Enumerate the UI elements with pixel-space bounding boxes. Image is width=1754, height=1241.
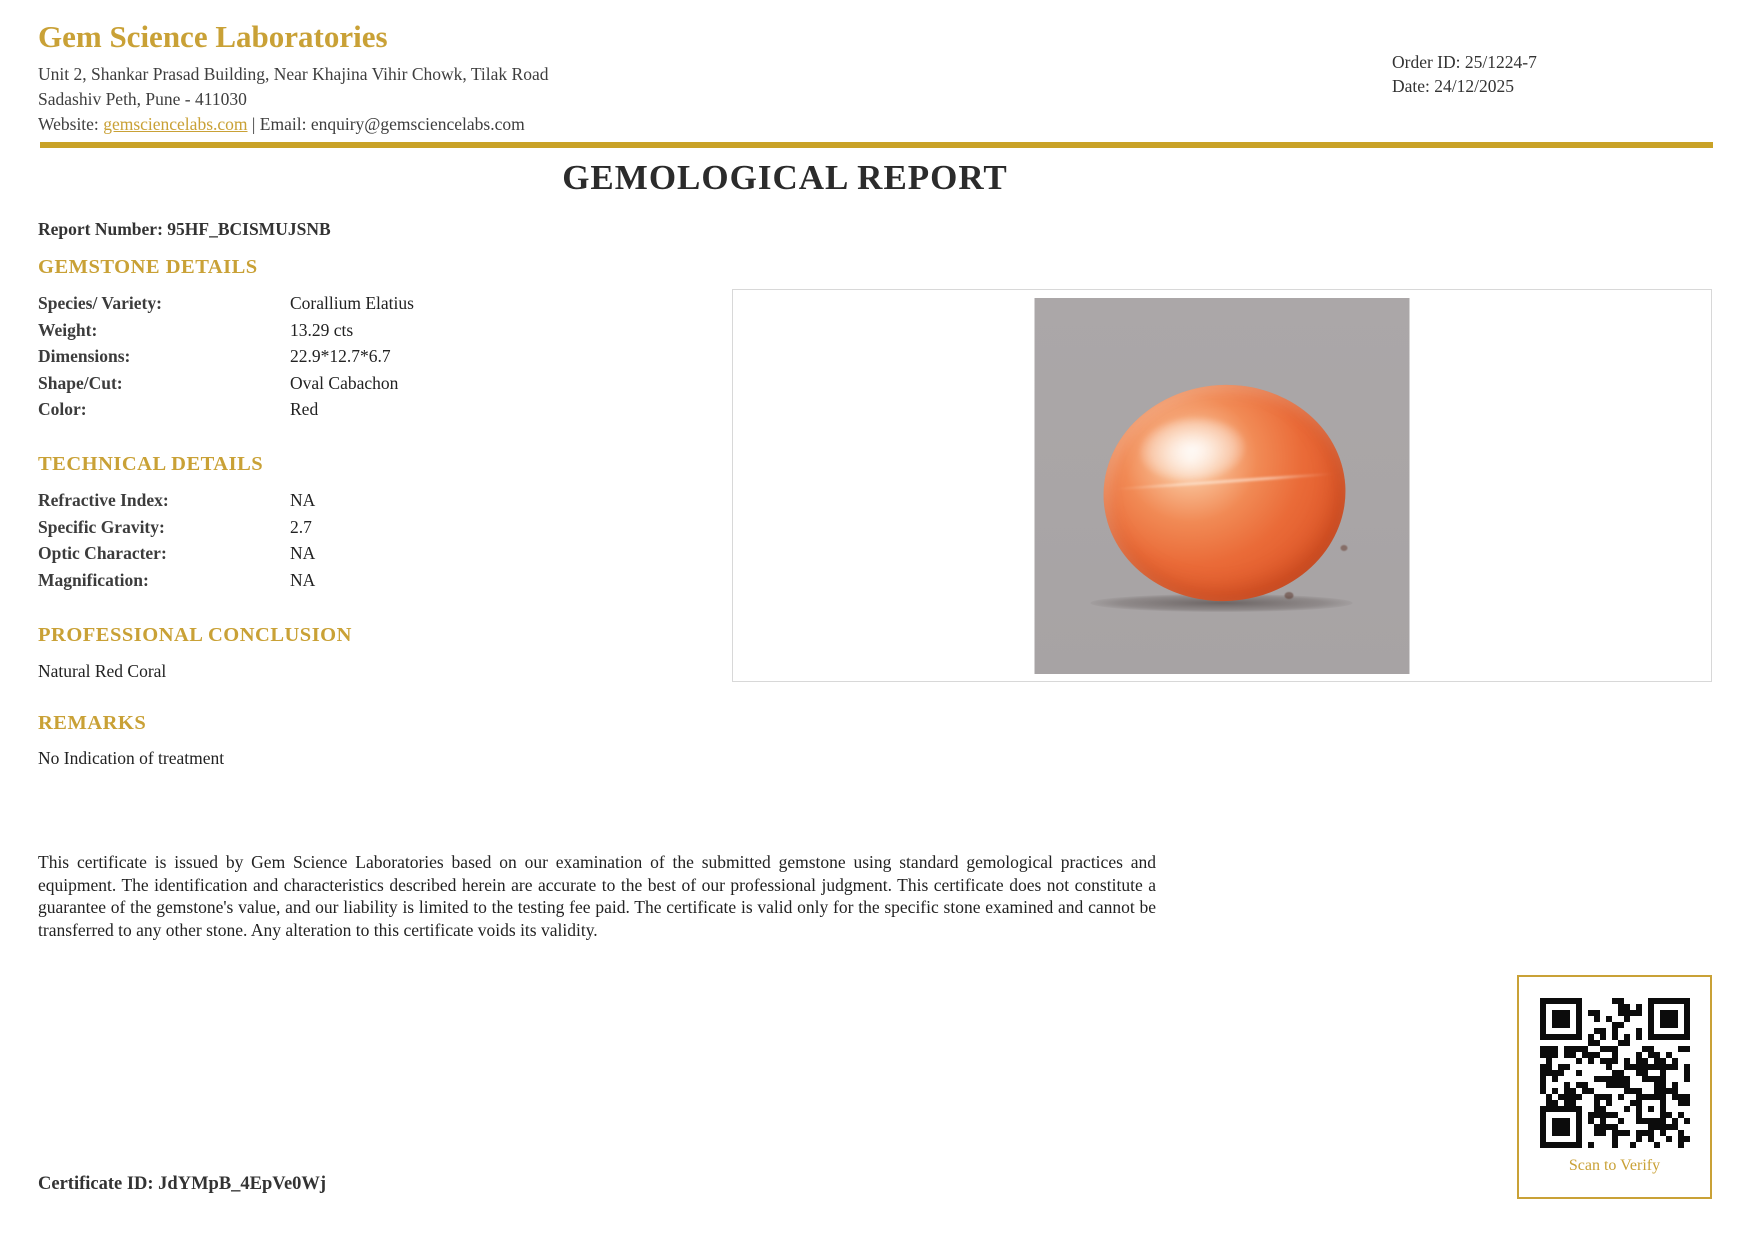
contact-line (38, 112, 548, 137)
header (38, 20, 548, 137)
row-value: 13.29 cts (290, 319, 354, 340)
page-title: GEMOLOGICAL REPORT (562, 158, 1008, 197)
row-label: Shape/Cut: (38, 372, 123, 393)
technical-details-heading: TECHNICAL DETAILS (38, 453, 264, 475)
email-value: enquiry@gemsciencelabs.com (310, 114, 525, 134)
row-label: Specific Gravity: (38, 516, 165, 537)
row-value: 22.9*12.7*6.7 (290, 346, 391, 366)
gem-reflection-band (1113, 472, 1335, 491)
gemstone-details-heading: GEMSTONE DETAILS (38, 256, 258, 278)
row-label: Species/ Variety: (38, 293, 162, 313)
row-value: Oval Cabachon (290, 372, 399, 393)
table-row (38, 517, 315, 544)
gemstone-details-table (38, 293, 414, 426)
table-row (38, 490, 315, 517)
website-label: Website: (38, 114, 99, 134)
row-value: NA (290, 543, 316, 563)
table-row (38, 346, 414, 373)
report-date: Date: 24/12/2025 (1392, 76, 1514, 96)
gemstone-photo (1035, 298, 1410, 674)
table-row (38, 373, 414, 400)
row-label: Dimensions: (38, 346, 131, 366)
row-label: Refractive Index: (38, 490, 169, 510)
professional-conclusion-heading: PROFESSIONAL CONCLUSION (38, 624, 352, 646)
table-row (38, 320, 414, 347)
qr-code (1540, 998, 1690, 1148)
technical-details-table (38, 490, 315, 596)
address-line-2: Sadashiv Peth, Pune - 411030 (38, 89, 247, 109)
qr-verify-box (1517, 975, 1712, 1199)
table-row (38, 570, 315, 597)
table-row (38, 399, 414, 426)
email-label: Email: (259, 114, 307, 134)
gem-image (1096, 377, 1352, 609)
website-link[interactable]: gemsciencelabs.com (103, 114, 248, 134)
gem-highlight (1137, 414, 1248, 486)
row-value: Red (290, 399, 319, 419)
row-value: NA (290, 490, 316, 510)
professional-conclusion-text: Natural Red Coral (38, 661, 167, 681)
address-line-1: Unit 2, Shankar Prasad Building, Near Khajina Vihir Chowk, Tilak Road (38, 64, 549, 84)
row-label: Optic Character: (38, 543, 167, 563)
contact-divider: | (251, 114, 256, 134)
gem-inclusion-spot (1285, 592, 1294, 599)
gem-inclusion-spot (1341, 545, 1348, 551)
lab-name: Gem Science Laboratories (38, 19, 388, 54)
order-block (1392, 50, 1537, 98)
row-label: Color: (38, 399, 87, 419)
qr-label: Scan to Verify (1568, 1157, 1661, 1174)
disclaimer-text: This certificate is issued by Gem Science Laboratories based on our examination of the submitted gemstone using standard gemological practices and equipment. The identification and characteristics described herein are accurate to the best of our professional judgment. This certificate does not constitute a guarantee of the gemstone's value, and our liability is limited to the testing fee paid. The certificate is valid only for the specific stone examined and cannot be transferred to any other stone. Any alteration to this certificate voids its validity. (38, 852, 1156, 940)
row-value: NA (290, 569, 316, 590)
report-number: Report Number: 95HF_BCISMUJSNB (38, 219, 331, 239)
row-label: Weight: (38, 319, 98, 340)
row-label: Magnification: (38, 569, 149, 590)
table-row (38, 543, 315, 570)
certificate-id: Certificate ID: JdYMpB_4EpVe0Wj (38, 1174, 327, 1194)
row-value: Corallium Elatius (290, 293, 414, 313)
header-divider-bar (40, 142, 1713, 148)
table-row (38, 293, 414, 320)
remarks-heading: REMARKS (38, 712, 147, 734)
row-value: 2.7 (290, 516, 312, 537)
remarks-text: No Indication of treatment (38, 748, 225, 768)
gemstone-photo-frame (732, 289, 1712, 682)
order-id: Order ID: 25/1224-7 (1392, 52, 1537, 72)
